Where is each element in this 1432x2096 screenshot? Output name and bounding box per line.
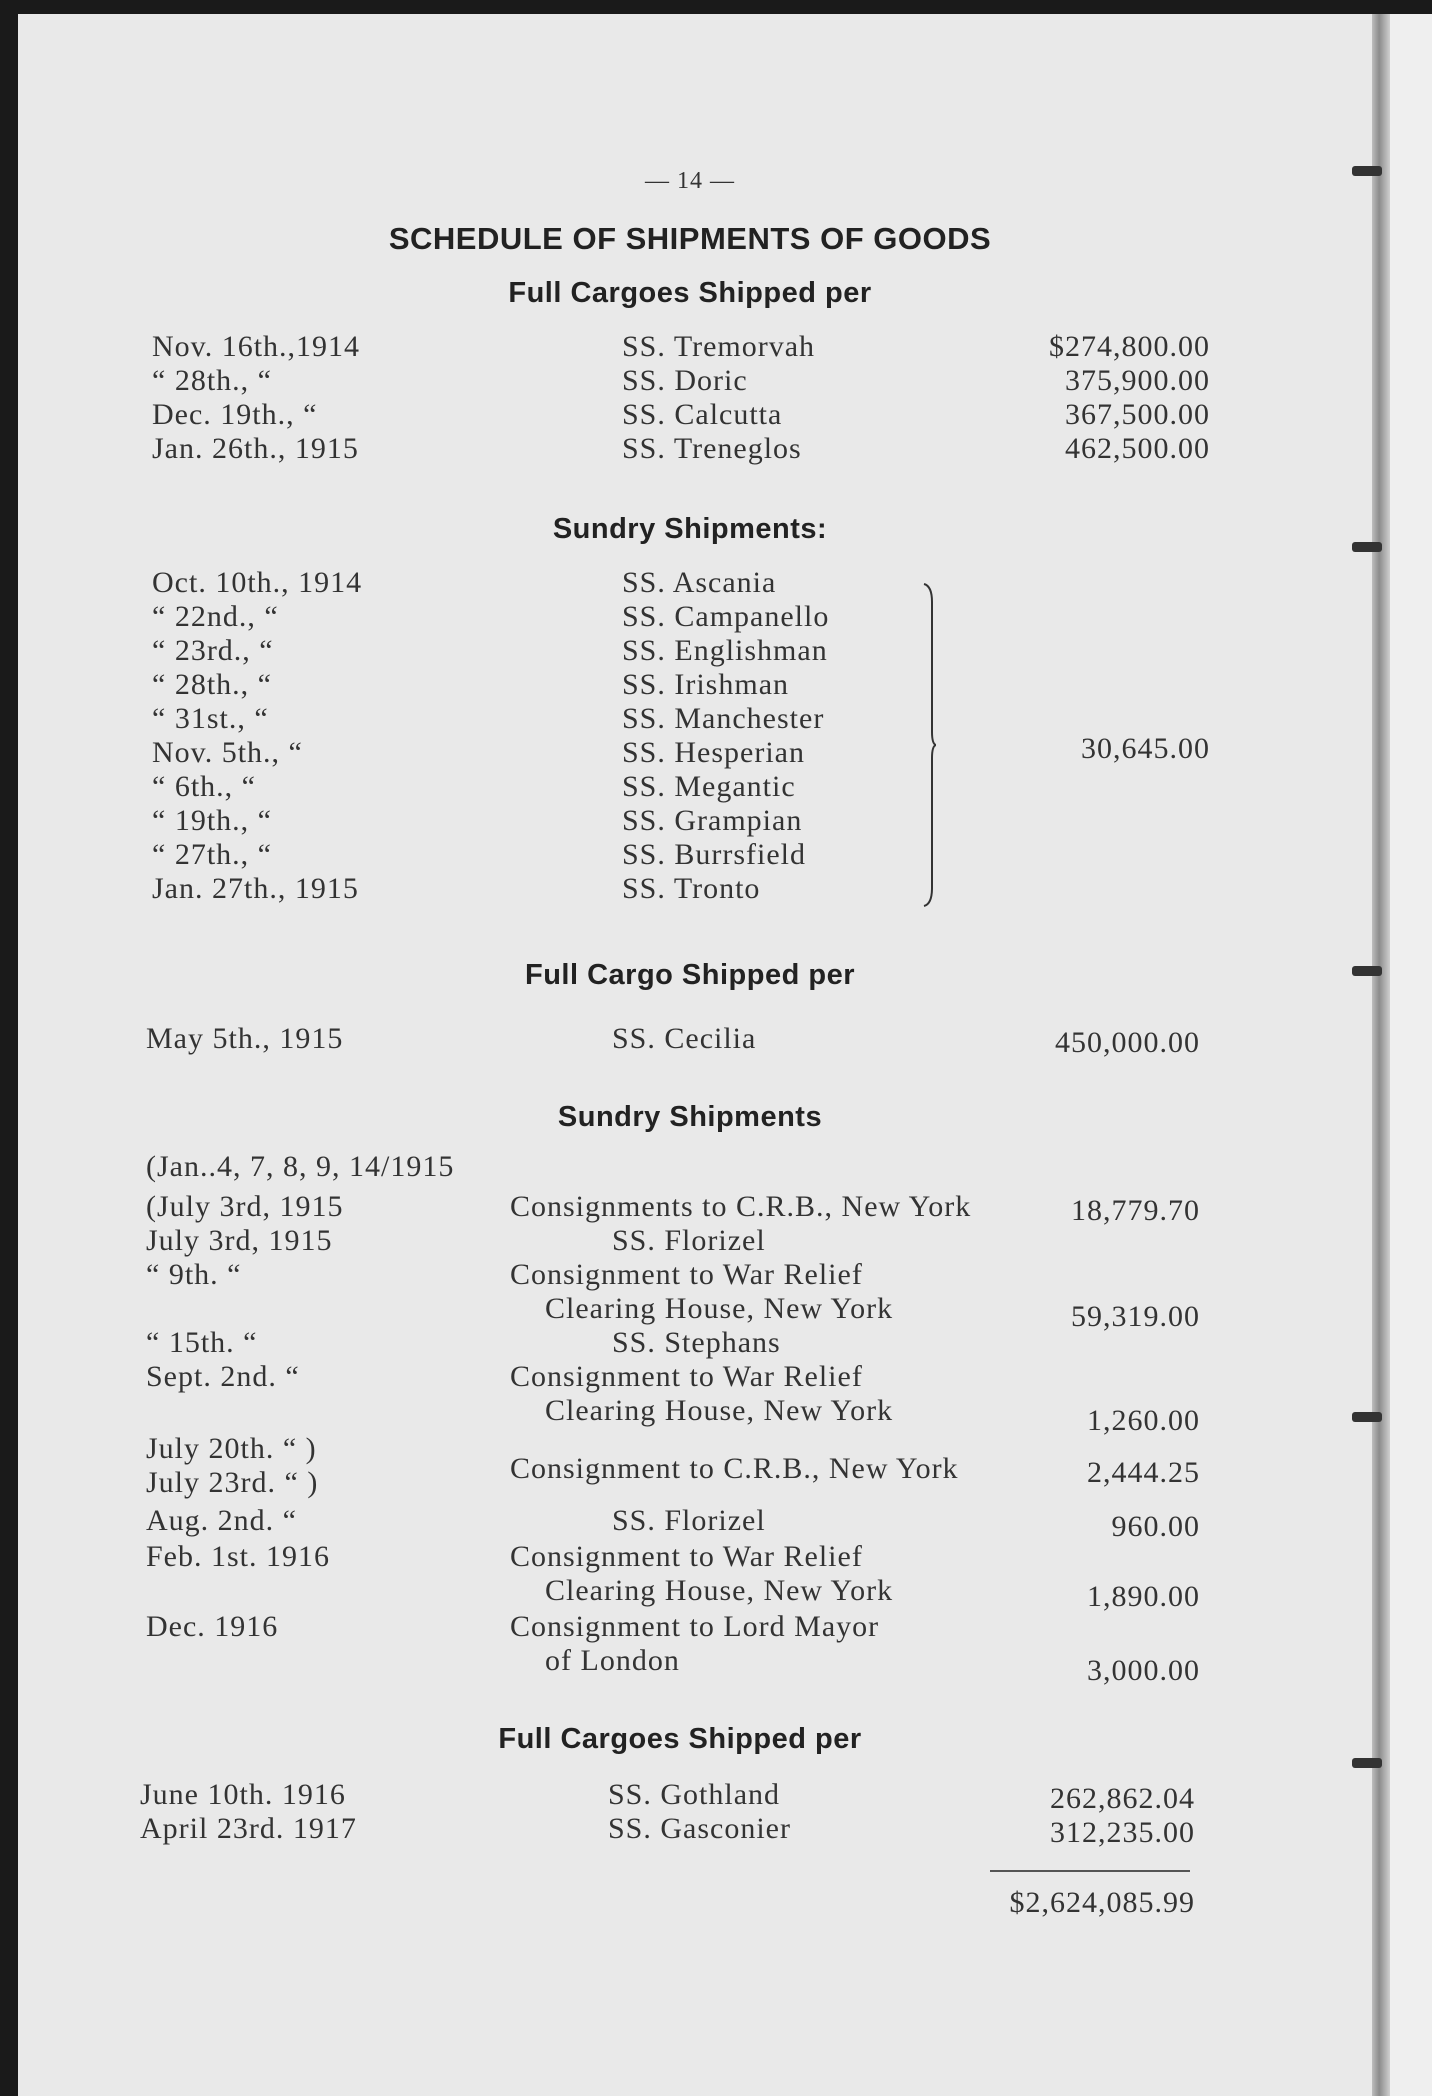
ship-name: SS. Campanello [622,600,830,633]
shipment-date: June 10th. 1916 [140,1778,346,1811]
shipment-amount: 367,500.00 [1065,398,1210,431]
shipment-date: Jan. 26th., 1915 [152,432,359,465]
binding-clip [1352,1758,1382,1768]
ship-name: SS. Irishman [622,668,790,701]
ship-name: SS. Tronto [622,872,761,905]
shipment-date: “ 28th., “ [152,364,272,397]
section-heading: Full Cargoes Shipped per [508,277,872,309]
shipment-amount: 3,000.00 [1087,1654,1200,1687]
binding-clip [1352,1412,1382,1422]
shipment-date: July 23rd. “ ) [146,1466,319,1499]
total-rule [990,1870,1190,1872]
consignment-description: Clearing House, New York [545,1574,894,1607]
binding-spine [1372,14,1390,2096]
shipment-date: “ 28th., “ [152,668,272,701]
consignment-description: Consignment to War Relief [510,1360,863,1393]
binding-clip [1352,166,1382,176]
ship-name: SS. Grampian [622,804,803,837]
section-heading: Sundry Shipments: [552,513,828,545]
consignment-description: Consignment to C.R.B., New York [510,1452,959,1485]
page-edge [1390,14,1432,2096]
page-title: SCHEDULE OF SHIPMENTS OF GOODS [388,221,992,256]
ship-name: SS. Cecilia [612,1022,757,1055]
section-heading: Full Cargoes Shipped per [498,1723,862,1755]
shipment-date: “ 9th. “ [146,1258,242,1291]
shipment-amount: 1,260.00 [1087,1404,1200,1437]
ship-name: SS. Gothland [608,1778,781,1811]
binding-clip [1352,542,1382,552]
shipment-date: Sept. 2nd. “ [146,1360,300,1393]
shipment-date: Dec. 19th., “ [152,398,318,431]
shipment-date: “ 23rd., “ [152,634,274,667]
shipment-amount: 960.00 [1111,1510,1200,1543]
shipment-amount: 375,900.00 [1065,364,1210,397]
consignment-description: Consignment to Lord Mayor [510,1610,880,1643]
ship-name: SS. Gasconier [608,1812,791,1845]
ship-name: SS. Ascania [622,566,777,599]
shipment-date: Aug. 2nd. “ [146,1504,297,1537]
shipment-amount: 262,862.04 [1050,1782,1195,1815]
ship-name: SS. Megantic [622,770,796,803]
grouping-brace [922,582,936,908]
shipment-date: “ 15th. “ [146,1326,258,1359]
ship-name: SS. Doric [622,364,748,397]
ship-name: SS. Florizel [612,1504,766,1537]
shipment-date: Nov. 16th.,1914 [152,330,361,363]
shipment-date: Jan. 27th., 1915 [152,872,359,905]
shipment-date: “ 27th., “ [152,838,272,871]
ship-name: SS. Florizel [612,1224,766,1257]
shipment-date: July 3rd, 1915 [146,1224,333,1257]
shipment-date: “ 6th., “ [152,770,256,803]
shipment-date: Oct. 10th., 1914 [152,566,363,599]
shipment-date: May 5th., 1915 [146,1022,344,1055]
ship-name: SS. Hesperian [622,736,805,769]
shipment-amount: $274,800.00 [1049,330,1210,363]
consignment-description: Consignment to War Relief [510,1258,863,1291]
consignment-description: Consignments to C.R.B., New York [510,1190,972,1223]
section-heading: Full Cargo Shipped per [524,959,855,991]
shipment-amount: 59,319.00 [1071,1300,1200,1333]
shipment-date: “ 31st., “ [152,702,269,735]
shipment-date: Feb. 1st. 1916 [146,1540,331,1573]
consignment-description: Clearing House, New York [545,1292,894,1325]
section-heading: Sundry Shipments [557,1101,823,1133]
shipment-date: (Jan..4, 7, 8, 9, 14/1915 [146,1150,455,1183]
grand-total: $2,624,085.99 [1009,1886,1195,1919]
shipment-date: “ 19th., “ [152,804,272,837]
shipment-amount: 450,000.00 [1055,1026,1200,1059]
ship-name: SS. Stephans [612,1326,781,1359]
shipment-amount: 2,444.25 [1087,1456,1200,1489]
ship-name: SS. Tremorvah [622,330,816,363]
ship-name: SS. Manchester [622,702,825,735]
consignment-description: Clearing House, New York [545,1394,894,1427]
group-amount: 30,645.00 [1081,732,1210,765]
shipment-amount: 462,500.00 [1065,432,1210,465]
page-number: — 14 — [645,168,735,194]
ship-name: SS. Calcutta [622,398,783,431]
shipment-amount: 312,235.00 [1050,1816,1195,1849]
shipment-date: April 23rd. 1917 [140,1812,357,1845]
ship-name: SS. Treneglos [622,432,802,465]
shipment-date: Nov. 5th., “ [152,736,303,769]
shipment-amount: 1,890.00 [1087,1580,1200,1613]
ship-name: SS. Burrsfield [622,838,807,871]
shipment-date: Dec. 1916 [146,1610,279,1643]
ship-name: SS. Englishman [622,634,828,667]
shipment-date: (July 3rd, 1915 [146,1190,344,1223]
consignment-description: of London [545,1644,680,1677]
binding-clip [1352,966,1382,976]
shipment-amount: 18,779.70 [1071,1194,1200,1227]
shipment-date: “ 22nd., “ [152,600,279,633]
shipment-date: July 20th. “ ) [146,1432,317,1465]
consignment-description: Consignment to War Relief [510,1540,863,1573]
